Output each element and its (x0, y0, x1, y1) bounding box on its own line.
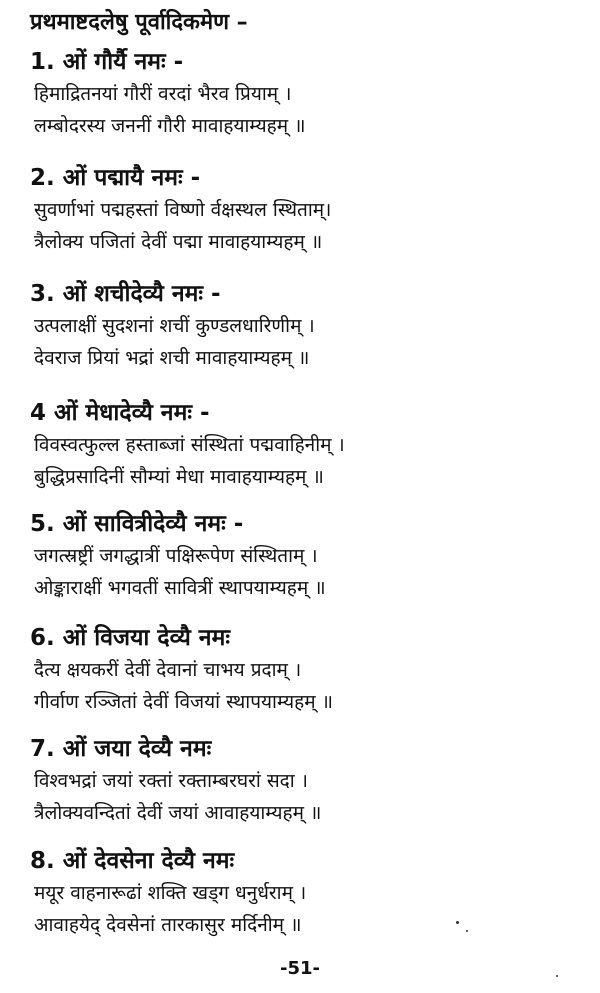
verse-line: त्रैलोक्य पजितां देवीं पद्मा मावाहयाम्यहम् ॥ (34, 231, 323, 253)
verse-line: सुवर्णाभां पद्महस्तां विष्णो र्वक्षस्थल स्थिताम्। (34, 199, 332, 221)
scan-speck (556, 975, 558, 977)
page-number: -51- (280, 958, 320, 979)
scan-speck (466, 930, 468, 932)
verse-8 (30, 845, 590, 941)
verse-3 (30, 278, 590, 374)
verse-line: विवस्वत्फुल्ल हस्ताब्जां संस्थितां पद्मवाहिनीम् । (34, 434, 345, 456)
verse-heading: 6. ओं विजया देव्यै नमः (30, 625, 230, 651)
verse-heading: 4 ओं मेधादेव्यै नमः - (30, 400, 210, 426)
section-header: प्रथमाष्टदलेषु पूर्वादिकमेण – (30, 10, 248, 35)
verse-heading: 2. ओं पद्मायै नमः - (30, 165, 201, 191)
verse-line: मयूर वाहनारूढां शक्ति खड्ग धनुर्धराम् । (34, 882, 307, 904)
verse-line: बुद्धिप्रसादिनीं सौम्यां मेधा मावाहयाम्यहम् ॥ (34, 466, 324, 488)
verse-line: ओङ्काराक्षीं भगवतीं सावित्रीं स्थापयाम्यहम् ॥ (34, 577, 326, 599)
verse-line: लम्बोदरस्य जननीं गौरी मावाहयाम्यहम् ॥ (34, 115, 306, 137)
verse-4 (30, 397, 590, 493)
verse-6 (30, 622, 590, 718)
verse-heading: 7. ओं जया देव्यै नमः (30, 736, 212, 762)
verse-line: जगत्स्रष्ट्रीं जगद्धात्रीं पक्षिरूपेण संस्थिताम् । (34, 545, 318, 567)
verse-line: विश्वभद्रां जयां रक्तां रक्ताम्बरघरां सदा । (34, 770, 308, 792)
verse-2 (30, 162, 590, 258)
verse-7 (30, 733, 590, 829)
verse-1 (30, 46, 590, 142)
verse-line: देवराज प्रियां भद्रां शची मावाहयाम्यहम् ॥ (34, 347, 310, 369)
verse-5 (30, 508, 590, 604)
verse-line: हिमाद्रितनयां गौरीं वरदां भैरव प्रियाम् । (34, 83, 292, 105)
verse-heading: 1. ओं गौर्यै नमः - (30, 49, 184, 75)
scan-speck (456, 921, 459, 924)
verse-line: गीर्वाण रञ्जितां देवीं विजयां स्थापयाम्यहम् ॥ (34, 691, 334, 713)
verse-line: आवाहयेद् देवसेनां तारकासुर मर्दिनीम् ॥ (34, 914, 302, 936)
verse-line: दैत्य क्षयकरीं देवीं देवानां चाभय प्रदाम् । (34, 659, 302, 681)
verse-line: त्रैलोक्यवन्दितां देवीं जयां आवाहयाम्यहम् ॥ (34, 802, 322, 824)
verse-line: उत्पलाक्षीं सुदशनां शचीं कुण्डलधारिणीम् । (34, 315, 315, 337)
verse-heading: 5. ओं सावित्रीदेव्यै नमः - (30, 511, 244, 537)
verse-heading: 3. ओं शचीदेव्यै नमः - (30, 281, 221, 307)
verse-heading: 8. ओं देवसेना देव्यै नमः (30, 848, 235, 874)
